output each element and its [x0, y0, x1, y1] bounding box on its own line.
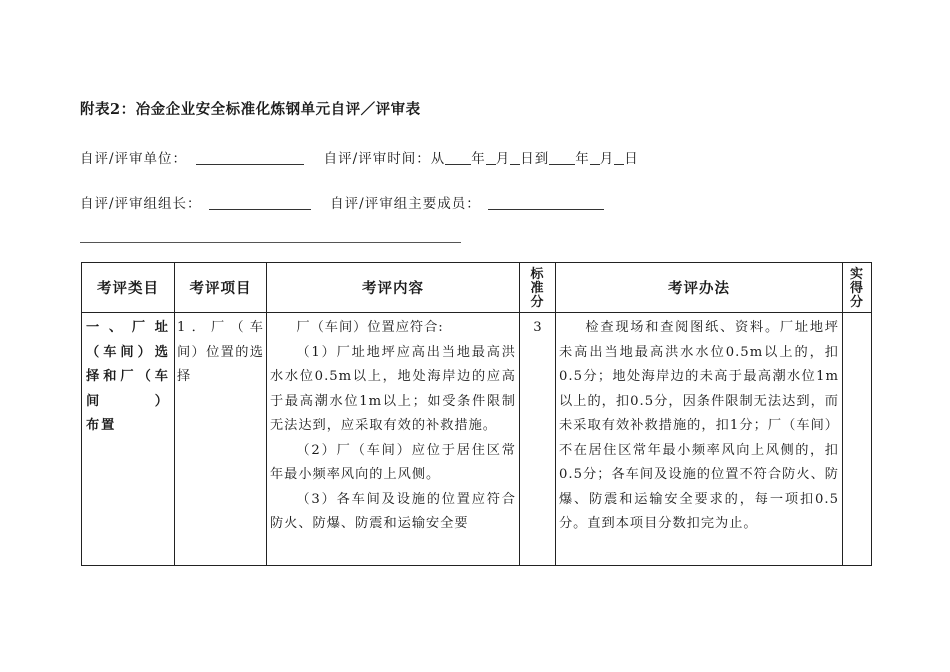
header-category: 考评类目: [82, 263, 175, 313]
members-label: 自评/评审组主要成员：: [330, 196, 481, 212]
separator-rule: [80, 242, 461, 243]
end-month-label: 月: [599, 151, 615, 167]
method-cell: [556, 313, 843, 566]
header-row: [82, 263, 872, 313]
actual-score-cell[interactable]: [843, 313, 872, 566]
day-to-label: 日到: [520, 151, 550, 167]
content-point-3: （3）各车间及设施的位置应符合防火、防爆、防震和运输安全要: [270, 491, 516, 531]
start-year-blank: [445, 150, 471, 165]
category-cell: [82, 313, 175, 566]
time-label: 自评/评审时间：从: [323, 151, 446, 167]
header-score-char-3: 分: [530, 294, 545, 310]
leader-label: 自评/评审组组长：: [80, 196, 202, 212]
header-score-char-1: 标: [530, 266, 545, 282]
content-cell: [267, 313, 520, 566]
content-point-2: （2）厂（车间）应位于居住区常年最小频率风向的上风侧。: [270, 442, 516, 482]
members-blank: [488, 195, 604, 210]
header-content: 考评内容: [267, 263, 520, 313]
category-text-last: 布置: [86, 418, 117, 433]
method-text: 检查现场和查阅图纸、资料。厂址地坪未高出当地最高洪水水位0.5m以上的，扣0.5分；地处海岸边的未高于最高潮水位1m以上的，扣0.5分，因条件限制无法达到，而未采取有效补救措施的，扣1分；厂（车间）不在居住区常年最小频率风向上风侧的，扣0.5分；各车间及设施的位置不符合防火、防爆、防震和运输安全要求的，每一项扣0.5分。直到本项目分数扣完为止。: [559, 320, 839, 531]
content-intro: 厂（车间）位置应符合:: [296, 320, 444, 335]
category-text: 一、厂址（车间）选择和厂（车间）: [86, 320, 170, 409]
content-point-1: （1）厂址地坪应高出当地最高洪水水位0.5m以上，地处海岸边的应高于最高潮水位1m以上；如受条件限制无法达到，应采取有效的补救措施。: [270, 344, 516, 433]
unit-label: 自评/评审单位：: [80, 151, 188, 167]
start-year-label: 年: [471, 151, 486, 167]
unit-blank: [196, 150, 304, 165]
start-month-label: 月: [495, 151, 511, 167]
header-actual-score: [843, 263, 872, 313]
assessment-table: [81, 262, 872, 566]
end-day-label: 日: [624, 151, 639, 167]
header-score-char-2: 准: [530, 280, 545, 296]
end-day-blank: [614, 150, 624, 165]
start-month-blank: [486, 150, 496, 165]
standard-score-cell: 3: [520, 313, 556, 566]
leader-members-line: [80, 192, 604, 212]
header-actual-char-3: 分: [849, 294, 864, 310]
header-actual-char-1: 实: [849, 266, 864, 282]
header-standard-score: [520, 263, 556, 313]
unit-time-line: [80, 147, 639, 167]
end-month-blank: [590, 150, 600, 165]
header-actual-char-2: 得: [849, 280, 864, 296]
table-row: [82, 313, 872, 566]
document-title: 附表2：冶金企业安全标准化炼钢单元自评／评审表: [80, 101, 421, 118]
end-year-label: 年: [575, 151, 590, 167]
header-method: 考评办法: [556, 263, 843, 313]
header-item: 考评项目: [175, 263, 267, 313]
leader-blank: [209, 195, 311, 210]
end-year-blank: [549, 150, 575, 165]
start-day-blank: [510, 150, 520, 165]
item-cell: 1．厂（车间）位置的选择: [175, 313, 267, 566]
